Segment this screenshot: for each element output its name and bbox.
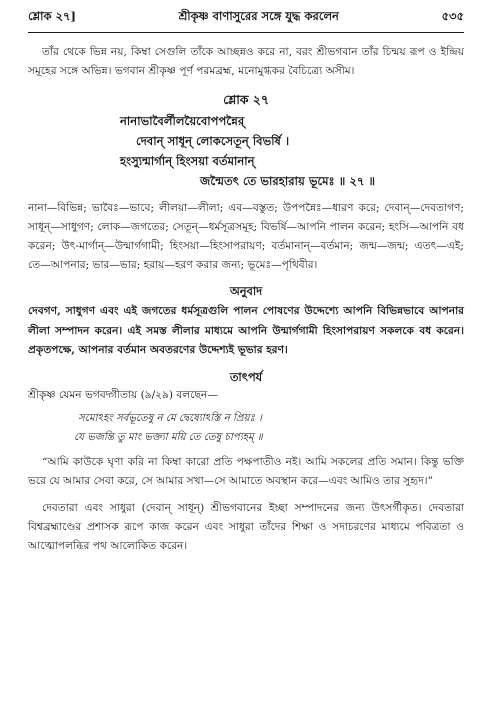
verse-heading: শ্লোক ২৭ (223, 92, 269, 107)
sanskrit-verse (28, 111, 464, 191)
verse-line: হংস্যুন্মার্গান্ হিংসয়া বর্তমানান্ (120, 154, 255, 168)
verse-line: জন্মৈতৎ তে ভারহারায় ভূমেঃ ॥ ২৭ ॥ (200, 174, 376, 188)
verse-reference: শ্লোক ২৭] (28, 9, 76, 23)
page-number: ৫৩৫ (441, 9, 464, 23)
synonyms-paragraph: নানা—বিভিন্ন; ভাবৈঃ—ভাবে; লীলয়া—লীলা; এব—বস্তুত; উপপন্নৈঃ—ধারণ করে; দেবান্—দেবতাগণ; সাধূন্—সাধুগণ; লোক—জগতের; সেতূন্—ধর্মসূত্রসমূহ; বিভর্ষি—আপনি পালন করেন; হংসি—আপনি বধ করেন; উৎ-মার্গান্—উন্মার্গগামী; হিংসয়া—হিংসাপরায়ণ; বর্তমানান্—বর্তমান; জন্ম—জন্ম; এতৎ—এই; তে—আপনার; ভার—ভার; হরায়—হরণ করার জন্য; ভূমেঃ—পৃথিবীর। (28, 202, 464, 271)
quote-translation: “আমি কাউকে ঘৃণা করি না কিম্বা কারো প্রতি পক্ষপাতীও নই। আমি সকলের প্রতি সমান। কিন্তু ভক্তি ভরে যে আমার সেবা করে, সে আমার সখা—সে আমাতে অবস্থান করে—এবং আমিও তার সুহৃদ।” (28, 455, 464, 487)
intro-paragraph: তাঁর থেকে ভিন্ন নয়, কিম্বা সেগুলি তাঁকে আচ্ছন্নও করে না, বরং শ্রীভগবান তাঁর চিন্ময় রূপ ও ইন্দ্রিয় সমূহের সঙ্গে অভিন্ন। ভগবান শ্রীকৃষ্ণ পূর্ণ পরমব্রহ্ম, মনোমুগ্ধকর বৈচিত্র্যে অসীম। (28, 46, 464, 77)
verse-line: দেবান্ সাধূন্ লোকসেতূন্ বিভর্ষি । (136, 134, 290, 148)
book-page (28, 8, 464, 556)
purport-heading: তাৎপর্য (229, 369, 263, 384)
translation-paragraph: দেবগণ, সাধুগণ এবং এই জগতের ধর্মসূত্রগুলি পালন পোষণের উদ্দেশ্যে আপনি বিভিন্নভাবে আপনার লীলা সম্পাদন করেন। এই সমস্ত লীলার মাধ্যমে আপনি উন্মার্গগামী হিংসাপরায়ণ সকলকে বধ করেন। প্রকৃতপক্ষে, আপনার বর্তমান অবতরণের উদ্দেশ্যই ভূভার হরণ। (28, 305, 464, 356)
gita-quote (28, 409, 464, 447)
running-header (28, 8, 464, 33)
chapter-title: শ্রীকৃষ্ণ বাণাসুরের সঙ্গে যুদ্ধ করলেন (178, 9, 339, 23)
purport-paragraph: দেবতারা এবং সাধুরা (দেবান্ সাধূন্) শ্রীভগবানের ইচ্ছা সম্পাদনের জন্য উৎসর্গীকৃত। দেবতারা বিশ্বব্রহ্মাণ্ডের প্রশাসক রূপে কাজ করেন এবং সাধুরা তাঁদের শিক্ষা ও সদাচরণের মাধ্যমে পবিত্রতা ও আত্মোপলব্ধির পথ আলোকিত করেন। (28, 501, 464, 552)
quote-line: যে ভজন্তি তু মাং ভক্ত্যা ময়ি তে তেষু চাপ্যহম্ ॥ (74, 431, 263, 443)
purport-intro: শ্রীকৃষ্ণ যেমন ভগবদ্গীতায় (৯/২৯) বলছেন— (28, 388, 218, 401)
translation-heading: অনুবাদ (229, 284, 263, 298)
quote-line: সমোঽহং সর্বভূতেষু ন মে দ্বেষ্যোঽস্তি ন প্রিয়ঃ । (78, 412, 262, 424)
verse-line: নানাভাবৈর্লীলয়ৈবোপপন্নৈর্ (120, 114, 245, 128)
